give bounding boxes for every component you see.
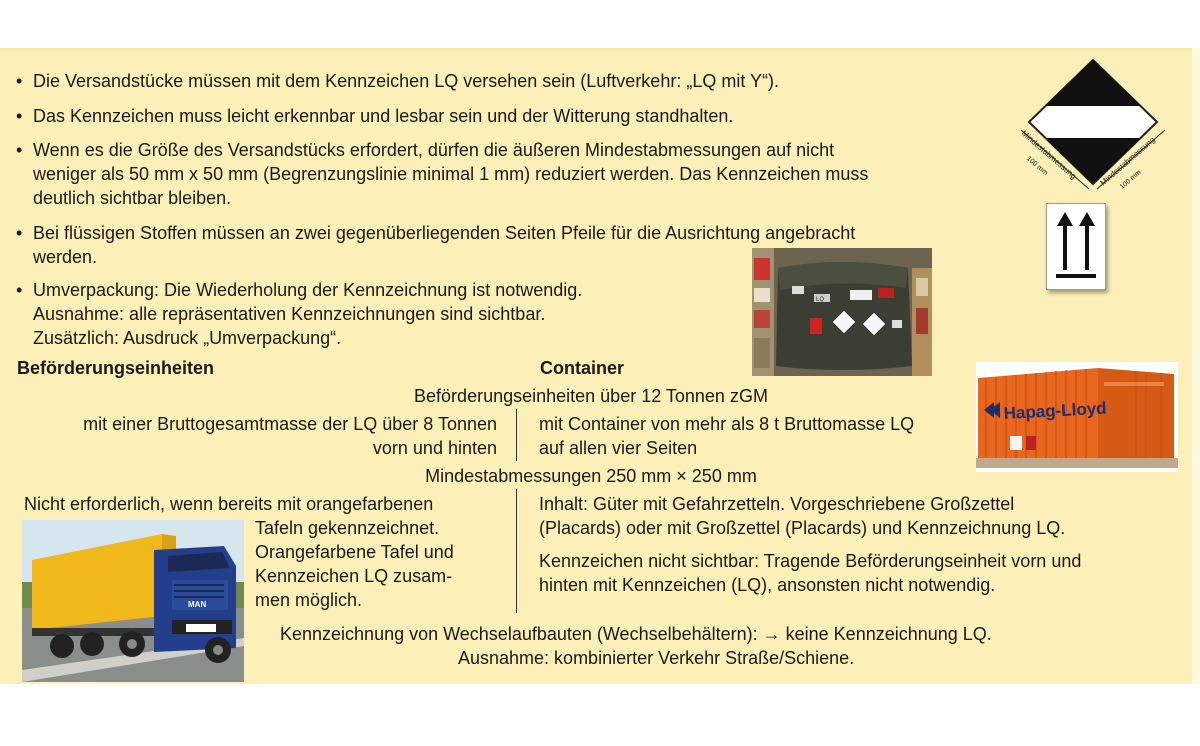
- bullet-3-line-1: Wenn es die Größe des Versandstücks erfordert, dürfen die äußeren Mindestabmessungen auf nicht: [33, 140, 835, 160]
- heading-container: Container: [540, 358, 625, 378]
- bullet-5-line-3: Zusätzlich: Ausdruck „Umverpackung“.: [33, 328, 342, 348]
- bullet-4-line-2: werden.: [33, 247, 98, 267]
- over-12-tonnes-text: Beförderungseinheiten über 12 Tonnen zGM: [414, 386, 768, 406]
- bullet-marker: •: [16, 280, 23, 300]
- minimum-dimensions-text: Mindestabmessungen 250 mm × 250 mm: [425, 466, 757, 486]
- orientation-arrows-label: [1046, 203, 1106, 290]
- dimension-label-right: Mindestabmessung: [1098, 135, 1157, 188]
- bullet-3-line-3: deutlich sichtbar bleiben.: [33, 188, 232, 208]
- bullet-2-line-1: Das Kennzeichen muss leicht erkennbar und lesbar sein und der Witterung standhalten.: [33, 106, 734, 126]
- overpack-photo: [752, 248, 932, 376]
- right-row-3-line-1: Kennzeichen nicht sichtbar: Tragende Beförderungseinheit vorn und: [539, 551, 1082, 571]
- bullet-marker: •: [16, 140, 23, 160]
- dimension-label-left: Mindestabmessung: [1019, 128, 1079, 181]
- lq-mark-diagram: [1003, 58, 1183, 193]
- truck-brand-text: MAN: [188, 600, 207, 609]
- left-row-1-line-1: mit einer Bruttogesamtmasse der LQ über 8 Tonnen: [83, 414, 497, 434]
- left-row-2-line-2: Tafeln gekennzeichnet.: [255, 518, 440, 538]
- right-row-2-line-1: Inhalt: Güter mit Gefahrzetteln. Vorgeschriebene Großzettel: [539, 494, 1015, 514]
- overpack-lq-mark: LQ: [816, 297, 825, 303]
- swap-body-note: Kennzeichnung von Wechselaufbauten (Wechselbehältern): → keine Kennzeichnung LQ.: [280, 624, 992, 644]
- left-row-2-line-5: men möglich.: [255, 590, 363, 610]
- heading-transport-units: Beförderungseinheiten: [17, 358, 215, 378]
- right-row-1-line-2: auf allen vier Seiten: [539, 438, 698, 458]
- container-photo: [976, 362, 1178, 472]
- bullet-5-line-2: Ausnahme: alle repräsentativen Kennzeichnungen sind sichtbar.: [33, 304, 546, 324]
- right-row-2-line-2: (Placards) oder mit Großzettel (Placards) und Kennzeichnung LQ.: [539, 518, 1066, 538]
- panel-edge: [1192, 48, 1200, 684]
- exception-note: Ausnahme: kombinierter Verkehr Straße/Schiene.: [458, 648, 855, 668]
- dimension-value-right: 100 mm: [1118, 169, 1143, 191]
- container-brand-text: Hapag-Lloyd: [1003, 398, 1108, 423]
- bullet-marker: •: [16, 223, 23, 243]
- left-row-2-line-4: Kennzeichen LQ zusam-: [255, 566, 453, 586]
- bullet-3-line-2: weniger als 50 mm x 50 mm (Begrenzungslinie minimal 1 mm) reduziert werden. Das Kennzeichen muss: [33, 164, 869, 184]
- left-row-1-line-2: vorn und hinten: [372, 438, 497, 458]
- left-row-2-line-1: Nicht erforderlich, wenn bereits mit orangefarbenen: [24, 494, 434, 514]
- truck-photo: [22, 520, 244, 682]
- bullet-marker: •: [16, 71, 23, 91]
- up-arrows-icon: [1047, 204, 1105, 289]
- bullet-4-line-1: Bei flüssigen Stoffen müssen an zwei gegenüberliegenden Seiten Pfeile für die Ausrichtung angebracht: [33, 223, 856, 243]
- column-divider-2: [516, 489, 517, 613]
- column-divider-1: [516, 409, 517, 461]
- bullet-5-line-1: Umverpackung: Die Wiederholung der Kennzeichnung ist notwendig.: [33, 280, 583, 300]
- right-row-1-line-1: mit Container von mehr als 8 t Bruttomasse LQ: [539, 414, 915, 434]
- bullet-marker: •: [16, 106, 23, 126]
- svg-text:100 mm: [1119, 169, 1143, 191]
- bullet-1-line-1: Die Versandstücke müssen mit dem Kennzeichen LQ versehen sein (Luftverkehr: „LQ mit Y“).: [33, 71, 779, 91]
- right-row-3-line-2: hinten mit Kennzeichen (LQ), ansonsten nicht notwendig.: [539, 575, 996, 595]
- svg-text:100 mm: [1025, 155, 1049, 177]
- dimension-value-left: 100 mm: [1024, 155, 1049, 177]
- left-row-2-line-3: Orangefarbene Tafel und: [255, 542, 454, 562]
